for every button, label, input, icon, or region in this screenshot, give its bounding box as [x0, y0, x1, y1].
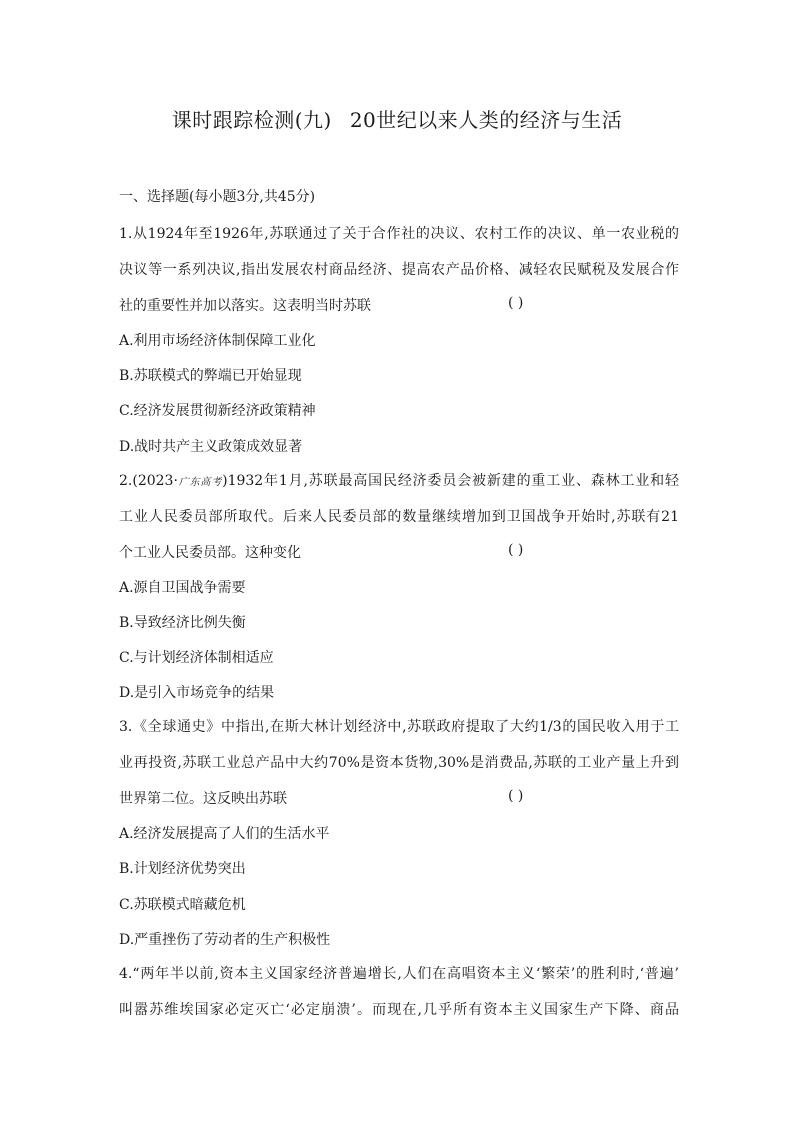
- option-b: B.计划经济优势突出: [119, 861, 246, 877]
- page-title: [0, 104, 794, 133]
- question-text: )1932年1月,苏联最高国民经济委员会被新建的重工业、森林工业和轻: [222, 473, 679, 489]
- title-main: 课时跟踪检测(九): [171, 108, 332, 132]
- question-4: [119, 956, 679, 1028]
- option-d: D.是引入市场竞争的结果: [119, 685, 275, 701]
- option-d: D.战时共产主义政策成效显著: [119, 439, 303, 455]
- question-line: 工业人民委员部所取代。后来人民委员部的数量继续增加到卫国战争开始时,苏联有21: [119, 509, 679, 525]
- option-b: B.苏联模式的弊端已开始显现: [119, 368, 302, 384]
- option-a: A.利用市场经济体制保障工业化: [119, 333, 316, 349]
- question-line: 4.“两年半以前,资本主义国家经济普遍增长,人们在高唱资本主义‘繁荣’的胜利时,‘普遍’: [119, 966, 679, 982]
- option-c: C.与计划经济体制相适应: [119, 650, 274, 666]
- option-a: A.经济发展提高了人们的生活水平: [119, 826, 330, 842]
- option-b: B.导致经济比例失衡: [119, 615, 246, 631]
- question-line: 3.《全球通史》中指出,在斯大林计划经济中,苏联政府提取了大约1/3的国民收入用于工: [119, 719, 679, 735]
- answer-bracket: ( ): [508, 542, 524, 558]
- question-prefix: 2.(2023·: [119, 473, 178, 489]
- source-label: 广东高考: [177, 477, 223, 488]
- question-line: 世界第二位。这反映出苏联: [119, 791, 287, 807]
- answer-bracket: ( ): [508, 295, 524, 311]
- section-heading: 一、选择题(每小题3分,共45分): [119, 189, 316, 205]
- option-a: A.源自卫国战争需要: [119, 580, 246, 596]
- question-3: [119, 709, 679, 817]
- question-line: 个工业人民委员部。这种变化: [119, 545, 301, 561]
- question-line: [119, 463, 679, 499]
- answer-bracket: ( ): [508, 788, 524, 804]
- option-c: C.苏联模式暗藏危机: [119, 897, 246, 913]
- question-2: [119, 463, 679, 571]
- question-line: 社的重要性并加以落实。这表明当时苏联: [119, 298, 371, 314]
- question-1: [119, 216, 679, 324]
- option-c: C.经济发展贯彻新经济政策精神: [119, 403, 316, 419]
- title-sub: 20世纪以来人类的经济与生活: [349, 108, 623, 132]
- question-line: 业再投资,苏联工业总产品中大约70%是资本货物,30%是消费品,苏联的工业产量上升到: [119, 755, 679, 771]
- option-d: D.严重挫伤了劳动者的生产积极性: [119, 932, 331, 948]
- question-line: 叫嚣苏维埃国家必定灭亡‘必定崩溃’。而现在,几乎所有资本主义国家生产下降、商品: [119, 1002, 679, 1018]
- question-line: 1.从1924年至1926年,苏联通过了关于合作社的决议、农村工作的决议、单一农业税的: [119, 226, 679, 242]
- question-line: 决议等一系列决议,指出发展农村商品经济、提高农产品价格、减轻农民赋税及发展合作: [119, 262, 679, 278]
